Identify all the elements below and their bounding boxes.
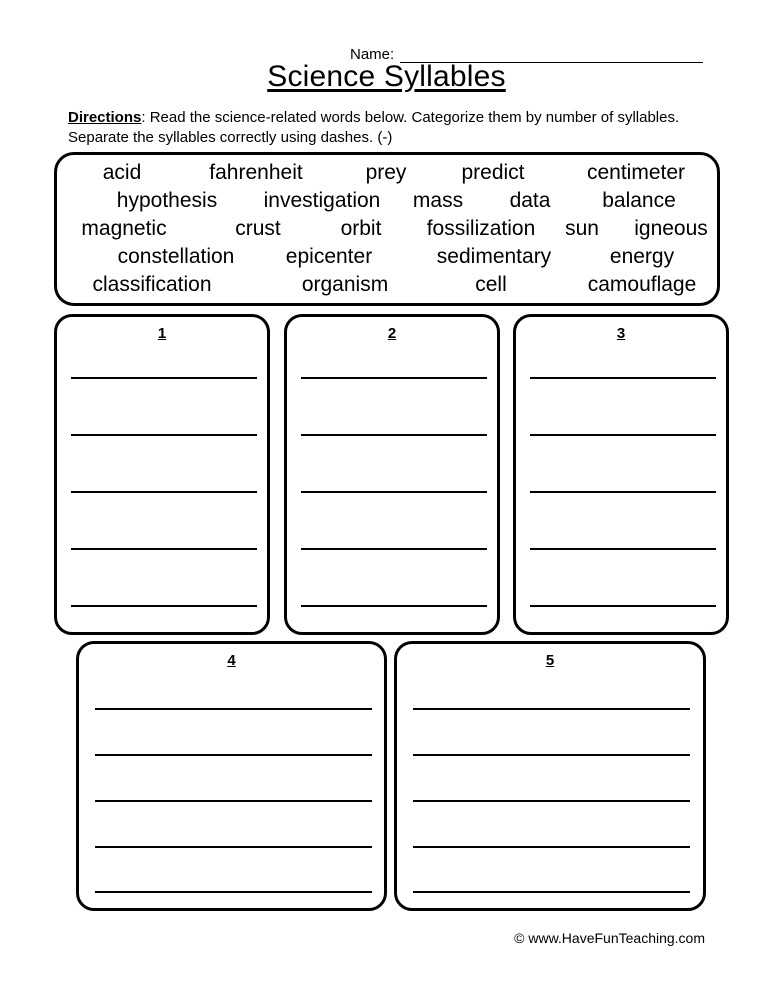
word-bank-word: hypothesis: [116, 189, 218, 212]
word-bank-word: camouflage: [587, 273, 697, 296]
box-label: 4: [227, 652, 236, 669]
answer-line[interactable]: [71, 377, 257, 379]
directions-label: Directions: [68, 109, 142, 126]
answer-line[interactable]: [530, 605, 716, 607]
box-label: 3: [616, 325, 626, 342]
word-bank-word: orbit: [340, 217, 382, 240]
word-bank-word: energy: [609, 245, 675, 268]
box-label: 5: [545, 652, 555, 669]
word-bank-word: mass: [412, 189, 464, 212]
syllable-box-3: [513, 314, 729, 635]
answer-line[interactable]: [95, 891, 372, 893]
word-bank-word: centimeter: [586, 161, 686, 184]
answer-line[interactable]: [301, 548, 487, 550]
word-bank-word: acid: [102, 161, 142, 184]
word-bank-word: data: [509, 189, 551, 212]
answer-line[interactable]: [71, 605, 257, 607]
word-bank-word: epicenter: [285, 245, 373, 268]
copyright-footer: © www.HaveFunTeaching.com: [514, 930, 705, 946]
syllable-box-4: [76, 641, 387, 911]
word-bank-word: igneous: [634, 217, 708, 240]
box-label: 1: [157, 325, 167, 342]
word-bank-word: fahrenheit: [209, 161, 303, 184]
word-bank-word: predict: [461, 161, 525, 184]
answer-line[interactable]: [301, 605, 487, 607]
answer-line[interactable]: [530, 548, 716, 550]
answer-line[interactable]: [413, 754, 690, 756]
word-bank-word: prey: [365, 161, 407, 184]
word-bank-word: crust: [235, 217, 281, 240]
answer-line[interactable]: [301, 434, 487, 436]
answer-line[interactable]: [71, 548, 257, 550]
answer-line[interactable]: [301, 377, 487, 379]
word-bank-word: sedimentary: [436, 245, 552, 268]
answer-line[interactable]: [530, 434, 716, 436]
answer-line[interactable]: [530, 377, 716, 379]
name-label: Name:: [350, 46, 395, 63]
answer-line[interactable]: [95, 846, 372, 848]
answer-line[interactable]: [71, 434, 257, 436]
syllable-box-2: [284, 314, 500, 635]
word-bank-word: balance: [602, 189, 676, 212]
word-bank-word: sun: [565, 217, 599, 240]
word-bank-word: classification: [92, 273, 212, 296]
page-title: Science Syllables: [267, 60, 506, 93]
answer-line[interactable]: [95, 800, 372, 802]
box-label: 2: [387, 325, 397, 342]
answer-line[interactable]: [95, 754, 372, 756]
word-bank-word: cell: [475, 273, 507, 296]
directions: [68, 108, 708, 148]
answer-line[interactable]: [413, 708, 690, 710]
word-bank: [54, 152, 720, 306]
answer-line[interactable]: [413, 800, 690, 802]
answer-line[interactable]: [413, 891, 690, 893]
answer-line[interactable]: [71, 491, 257, 493]
word-bank-word: constellation: [117, 245, 235, 268]
answer-line[interactable]: [301, 491, 487, 493]
syllable-box-5: [394, 641, 706, 911]
answer-line[interactable]: [530, 491, 716, 493]
answer-line[interactable]: [413, 846, 690, 848]
word-bank-word: magnetic: [81, 217, 167, 240]
word-bank-word: organism: [301, 273, 389, 296]
syllable-box-1: [54, 314, 270, 635]
word-bank-word: fossilization: [426, 217, 536, 240]
answer-line[interactable]: [95, 708, 372, 710]
directions-text: : Read the science-related words below. Categorize them by number of syllables. Separate the syllables correctly using dashes. (-): [68, 109, 680, 146]
word-bank-word: investigation: [263, 189, 381, 212]
